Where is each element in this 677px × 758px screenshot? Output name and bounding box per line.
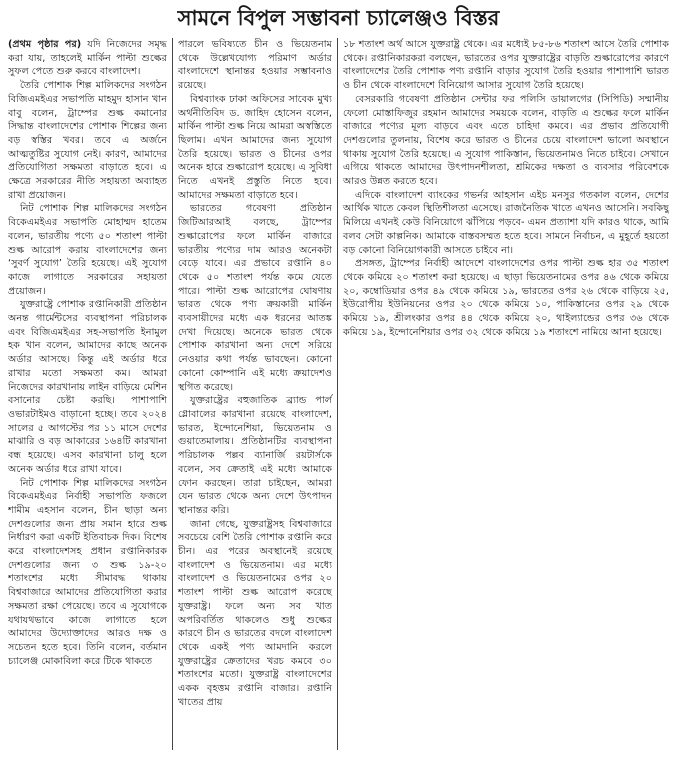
headline: সামনে বিপুল সম্ভাবনা চ্যালেঞ্জও বিস্তর (177, 6, 500, 30)
paragraph: জানা গেছে, যুক্তরাষ্ট্রসহ বিশ্ববাজারে সবচেয়ে বেশি তৈরি পোশাক রপ্তানি করে চীন। এর পরের অবস্থানেই রয়েছে বাংলাদেশ ও ভিয়েতনাম। এর মধ্যে বাংলাদেশ ও ভিয়েতনামের ওপর ২০ শতাংশ পাল্টা শুল্ক আরোপ করেছে যুক্তরাষ্ট্র। ফলে অন্য সব খাত অপরিবর্তিত থাকলেও শুধু শুল্কের কারণে চীন ও ভারতের বদলে বাংলাদেশ থেকে একই পণ্য আমদানি করলে যুক্তরাষ্ট্রের ক্রেতাদের খরচ কমবে ৩০ শতাংশের মতো। যুক্তরাষ্ট্র বাংলাদেশের একক বৃহত্তম রপ্তানি বাজার। রপ্তানি খাতের প্রায় (178, 518, 332, 708)
paragraph (8, 38, 167, 79)
continuation-label: (প্রথম পৃষ্ঠার পর) (8, 39, 82, 50)
paragraph: প্রসঙ্গত, ট্রাম্পের নির্বাহী আদেশে বাংলাদেশের ওপর পাল্টা শুল্ক হার ৩৫ শতাংশ থেকে কমিয়ে ২০ শতাংশ করা হয়েছে। এ ছাড়া ভিয়েতনামের ওপর ৪৬ থেকে কমিয়ে ২০, কম্বোডিয়ার ওপর ৪৯ থেকে কমিয়ে ১৯, ভারতের ওপর ২৬ থেকে বাড়িয়ে ২৫, ইউরোপীয় ইউনিয়নের ওপর ২০ থেকে কমিয়ে ১০, পাকিস্তানের ওপর ২৯ থেকে কমিয়ে ১৯, শ্রীলংকার ওপর ৪৪ থেকে কমিয়ে ২০, থাইল্যান্ডের ওপর ৩৬ থেকে কমিয়ে ১৯, ইন্দোনেশিয়ার ওপর ৩২ থেকে কমিয়ে ১৯ শতাংশে নামিয়ে আনা হয়েছে। (343, 258, 669, 338)
paragraph: ১৮ শতাংশ অর্থ আসে যুক্তরাষ্ট্র থেকে। এর মধ্যেই ৮৫-৮৬ শতাংশ আসে তৈরি পোশাক থেকে। রপ্তানিকারকরা বলছেন, ভারতের ওপর যুক্তরাষ্ট্রের বাড়তি শুল্কারোপের কারণে বাংলাদেশের তৈরি পোশাক পণ্য রপ্তানি বাড়ার সুযোগ তৈরি হওয়ার পাশাপাশি ভারত ও চীন থেকে বাংলাদেশে বিনিয়োগ আসার সুযোগ তৈরি হয়েছে। (343, 39, 669, 92)
paragraph: এদিকে বাংলাদেশ ব্যাংকের গভর্নর আহসান এইচ মনসুর গতকাল বলেন, দেশের আর্থিক খাতে কেবল স্থিতিশীলতা এসেছে। রাজনৈতিক খাতে এখনও আসেনি। সবকিছু মিলিয়ে এখনই কেউ বিনিয়োগে ঝাঁপিয়ে পড়বে- এমন প্রত্যাশা যদি কারও থাকে, আমি বলব সেটা কাল্পনিক। আমাকে বাস্তবসম্মত হতে হবে। সামনে নির্বাচন, এ মুহূর্তে হয়তো বড় কোনো বিনিয়োগকারী আসতে চাইবে না। (343, 189, 669, 256)
paragraph: যুক্তরাষ্ট্রের বহুজাতিক ব্র্যান্ড পার্ল গ্লোবালের কারখানা রয়েছে বাংলাদেশ, ভারত, ইন্দোনেশিয়া, ভিয়েতনাম ও গুয়াতেমালায়। প্রতিষ্ঠানটির ব্যবস্থাপনা পরিচালক পল্লব ব্যানার্জি রয়টার্সকে বলেন, সব ক্রেতাই এই মধ্যে আমাকে ফোন করছেন। তারা চাইছেন, আমরা যেন ভারত থেকে অন্য দেশে উৎপাদন স্থানান্তর করি। (178, 395, 332, 516)
paragraph: যুক্তরাষ্ট্রে পোশাক রপ্তানিকারী প্রতিষ্ঠান অনন্ত গার্মেন্টসের ব্যবস্থাপনা পরিচালক এবং বিজিএমইএর সহ-সভাপতি ইনামুল হক খান বলেন, আমাদের কাছে অনেক অর্ডার আসছে। কিন্তু এই অর্ডার ধরে রাখার মতো সক্ষমতা কম। আমরা নিজেদের কারখানায় লাইন বাড়িয়ে মেশিন বসানোর চেষ্টা করছি। পাশাপাশি ওভারটাইমও বাড়ানো হচ্ছে। তবে ২০২৪ সালের ৫ আগস্টের পর ১১ মাসে দেশের মাঝারি ও বড় আকারের ১৬৪টি কারখানা বন্ধ হয়েছে। এসব কারখানা চালু হলে অনেক অর্ডার ধরে রাখা যাবে। (8, 299, 167, 475)
column-3 (338, 38, 669, 750)
article-columns (8, 38, 669, 750)
paragraph: তৈরি পোশাক শিল্প মালিকদের সংগঠন বিজিএমইএর সভাপতি মাহমুদ হাসান খান বাবু বলেন, ট্রাম্পের শুল্ক কমানোর সিদ্ধান্ত বাংলাদেশের পোশাক শিল্পের জন্য বড় স্বস্তির খবর। তবে এ অর্জনে আত্মতুষ্টির সুযোগ নেই। কারণ, আমাদের প্রতিযোগিতা সক্ষমতা বাড়াতে হবে। এ ক্ষেত্রে সরকারের নীতি সহায়তা অব্যাহত রাখা প্রয়োজন। (8, 80, 167, 201)
column-1 (8, 38, 173, 750)
paragraph: পারলে ভবিষ্যতে চীন ও ভিয়েতনাম থেকে উল্লেখযোগ্য পরিমাণ অর্ডার বাংলাদেশে স্থানান্তর হওয়ার সম্ভাবনাও রয়েছে। (178, 39, 332, 92)
paragraph: ভারতের গবেষণা প্রতিষ্ঠান জিটিআরআই বলছে, ট্রাম্পের শুল্কারোপের ফলে মার্কিন বাজারে ভারতীয় পণ্যের দাম আরও অনেকটা বেড়ে যাবে। এর প্রভাবে রপ্তানি ৪০ থেকে ৫০ শতাংশ পর্যন্ত কমে যেতে পারে। পাল্টা শুল্ক আরোপের ঘোষণায় ভারত থেকে পণ্য ক্রয়কারী মার্কিন ব্যবসায়ীদের মধ্যে এক ধরনের আতঙ্ক দেখা দিয়েছে। অনেকে ভারত থেকে পোশাক কারখানা অন্য দেশে সরিয়ে নেওয়ার কথা পর্যন্ত ভাবছেন। কোনো কোনো কোম্পানি এই মধ্যে ক্রয়াদেশও স্থগিত করেছে। (178, 203, 332, 393)
paragraph: নিট পোশাক শিল্প মালিকদের সংগঠন বিকেএমইএর সভাপতি মোহাম্মদ হাতেম বলেন, ভারতীয় পণ্যে ৫০ শতাংশ পাল্টা শুল্ক আরোপ করায় বাংলাদেশের জন্য ‘সুবর্ণ সুযোগ’ তৈরি হয়েছে। এই সুযোগ কাজে লাগাতে সরকারের সহায়তা প্রয়োজন। (8, 203, 167, 297)
paragraph: নিট পোশাক শিল্প মালিকদের সংগঠন বিকেএমইএর নির্বাহী সভাপতি ফজলে শামীম এহসান বলেন, চীন ছাড়া অন্য দেশগুলোর জন্য প্রায় সমান হারে শুল্ক নির্ধারণ করা একটি ইতিবাচক দিক। বিশেষ করে বাংলাদেশসহ প্রধান রপ্তানিকারক দেশগুলোর জন্য ৩ শুল্ক ১৯-২০ শতাংশের মধ্যে সীমাবদ্ধ থাকায় বিশ্ববাজারে আমাদের প্রতিযোগিতা করার সক্ষমতা রক্ষা পেয়েছে। তবে এ সুযোগকে যথাযথভাবে কাজে লাগাতে হলে আমাদের উদ্যোক্তাদের আরও দক্ষ ও সচেতন হতে হবে। তিনি বলেন, বর্তমান চ্যালেঞ্জ মোকাবিলা করে টিকে থাকতে (8, 477, 167, 667)
paragraph-text: যদি নিজেদের সমৃদ্ধ করা যায়, তাহলেই মার্কিন পাল্টা শুল্কের সুফল পেতে শুরু করবে বাংলাদেশ। (8, 39, 167, 78)
paragraph: বিশ্বব্যাংক ঢাকা অফিসের সাবেক মুখ্য অর্থনীতিবিদ ড. জাহিদ হোসেন বলেন, মার্কিন পাল্টা শুল্ক নিয়ে আমরা অস্বস্তিতে ছিলাম। এখন আমাদের জন্য সুযোগ তৈরি হয়েছে। ভারত ও চীনের ওপর অনেক হারে শুল্কারোপ হয়েছে। এ সুবিধা নিতে এখনই প্রস্তুতি নিতে হবে। আমাদের সক্ষমতা বাড়াতে হবে। (178, 93, 332, 201)
paragraph: বেসরকারি গবেষণা প্রতিষ্ঠান সেন্টার ফর পলিসি ডায়ালগের (সিপিডি) সম্মানীয় ফেলো মোস্তাফিজুর রহমান আমাদের সময়কে বলেন, বাড়তি এ শুল্কের ফলে মার্কিন বাজারে পণ্যের মূল্য বাড়বে এবং এতে চাহিদা কমবে। এর প্রভাব প্রতিযোগী দেশগুলোর তুলনায়, বিশেষ করে ভারত ও চীনের চেয়ে বাংলাদেশ ভালো অবস্থানে থাকায় সুযোগ তৈরি হয়েছে। এ সুযোগ পাকিস্তান, ভিয়েতনামও নিতে চাইবে। সেখানে এগিয়ে থাকতে আমাদের উৎপাদনশীলতা, শ্রমিকের দক্ষতা ও ব্যবসার পরিবেশকে আরও উন্নত করতে হবে। (343, 93, 669, 188)
column-2 (173, 38, 338, 750)
